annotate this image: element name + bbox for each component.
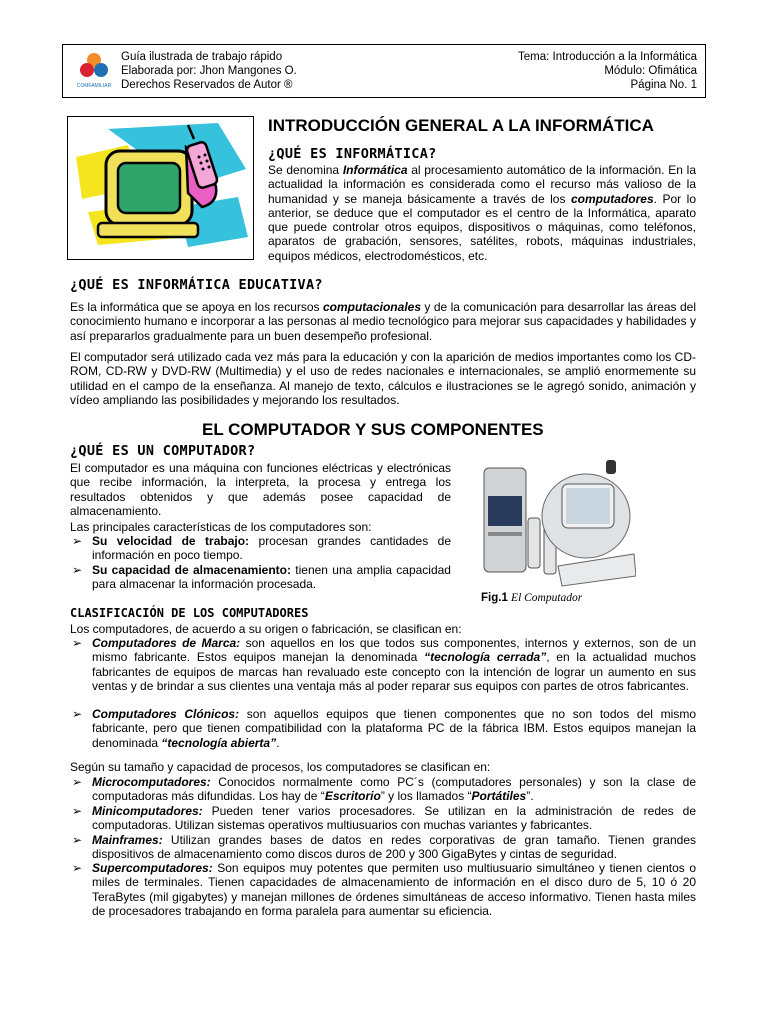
paragraph-clasificacion-tamano: Según su tamaño y capacidad de procesos, los computadores se clasifican en: [70,760,491,774]
paragraph-caracteristicas: Las principales características de los computadores son: [70,520,372,534]
paragraph-educativa-1: Es la informática que se apoya en los recursos computacionales y de la comunicación para desarrollar las áreas del conocimiento humano e incorporar a las personas al medio tecnológico para mejorar sus capacidades y habilidades y así prepararlos gradualmente para un buen desempeño profesional. [70,300,696,343]
heading-clasificacion: CLASIFICACIÓN DE LOS COMPUTADORES [70,606,309,620]
heading-informatica-educativa: ¿QUÉ ES INFORMÁTICA EDUCATIVA? [70,277,323,293]
list-item: ➢ Supercomputadores: Son equipos muy potentes que permiten uso multiusuario simultáneo y tienen cientos o miles de terminales. Tienen capacidades de almacenamiento de información en el disco duro de 5, 10 ó 20 TeraBytes (mil gigabytes) y manejan millones de órdenes simultáneas de acceso informativo. Tienen hasta miles de procesadores trabajando en forma paralela para aumentar su eficiencia. [72,861,696,918]
logo-text: COMFAMILIAR [76,83,112,89]
bullet-arrow-icon: ➢ [72,636,83,650]
bullet-arrow-icon: ➢ [72,707,83,721]
figure-caption-text: El Computador [511,592,583,604]
figure-label: Fig.1 [481,592,508,604]
heading-que-es-computador: ¿QUÉ ES UN COMPUTADOR? [70,443,256,459]
figure-caption [481,592,582,604]
computer-phone-clipart [67,116,254,260]
bullet-arrow-icon: ➢ [72,804,83,818]
header-topic: Tema: Introducción a la Informática [518,51,697,63]
header-page: Página No. 1 [630,79,697,91]
paragraph-informatica: Se denomina Informática al procesamiento automático de la información. En la actualidad la información es considerada como el recurso más valioso de la humanidad y se maneja básicamente a través de los computadores. Por lo anterior, se deduce que el computador es el centro de la Informática, aparato que puede controlar otros equipos, dispositivos o máquinas, como teléfonos, aparatos de grabación, sensores, satélites, robots, máquinas industriales, equipos médicos, electrodomésticos, etc. [268,163,696,263]
header-line: Guía ilustrada de trabajo rápido [121,51,283,63]
bullet-arrow-icon: ➢ [72,563,83,577]
computer-photo [466,454,636,592]
paragraph-clasificacion-intro: Los computadores, de acuerdo a su origen o fabricación, se clasifican en: [70,622,462,636]
bullet-arrow-icon: ➢ [72,861,83,875]
list-item: ➢ Su capacidad de almacenamiento: tienen una amplia capacidad para almacenar la información procesada. [72,563,451,592]
paragraph-computador: El computador es una máquina con funciones eléctricas y electrónicas que recibe información, la interpreta, la procesa y entrega los resultados obtenidos y que además posee capacidad de almacenamiento. [70,461,451,518]
section-title-computador: EL COMPUTADOR Y SUS COMPONENTES [202,420,544,439]
paragraph-educativa-2: El computador será utilizado cada vez más para la educación y con la aparición de medios importantes como los CD-ROM, CD-RW y DVD-RW (Multimedia) y el uso de redes nacionales e internacionales, se amplió enormemente su utilidad en el campo de la enseñanza. Al manejo de texto, cálculos e ilustraciones se le agregó sonido, animación y vídeo ampliando las posibilidades y mejorando los resultados. [70,350,696,407]
list-item: ➢ Computadores de Marca: son aquellos en los que todos sus componentes, internos y externos, son de un mismo fabricante. Estos equipos manejan la denominada “tecnología cerrada”, en la actualidad muchos fabricantes de equipos de marcas han revaluado este concepto con la intención de lograr un aumento en sus ventas y de brindar a sus clientes una ventaja más al poder reparar sus equipos con partes de otros fabricantes. [72,636,697,693]
header-right [518,50,697,92]
list-item: ➢ Mainframes: Utilizan grandes bases de datos en redes corporativas de gran tamaño. Tienen grandes dispositivos de almacenamiento como discos duros de 200 y 300 GigaBytes y cintas de seguridad. [72,833,696,862]
header-left [121,50,297,92]
header-module: Módulo: Ofimática [604,65,697,77]
list-item: ➢ Minicomputadores: Pueden tener varios procesadores. Se utilizan en la administración de redes de computadoras. Utilizan sistemas operativos multiusuarios con muchas variantes y fabricantes. [72,804,696,833]
list-item: ➢ Computadores Clónicos: son aquellos equipos que tienen componentes que no son todos del mismo fabricante, pero que tienen compatibilidad con la plataforma PC de la fábrica IBM. Estos equipos manejan la denominada “tecnología abierta”. [72,707,696,750]
list-item: ➢ Su velocidad de trabajo: procesan grandes cantidades de información en poco tiempo. [72,534,451,563]
bullet-arrow-icon: ➢ [72,833,83,847]
comfamiliar-logo [76,51,112,93]
page-title: INTRODUCCIÓN GENERAL A LA INFORMÁTICA [268,116,654,135]
heading-que-es-informatica: ¿QUÉ ES INFORMÁTICA? [268,146,437,162]
list-item: ➢ Microcomputadores: Conocidos normalmente como PC´s (computadores personales) y son la clase de computadoras más difundidas. Los hay de “Escritorio” y los llamados “Portátiles”. [72,775,696,804]
header-line: Elaborada por: Jhon Mangones O. [121,65,297,77]
bullet-arrow-icon: ➢ [72,775,83,789]
document-header [62,44,706,98]
bullet-arrow-icon: ➢ [72,534,83,548]
header-line: Derechos Reservados de Autor ® [121,79,293,91]
